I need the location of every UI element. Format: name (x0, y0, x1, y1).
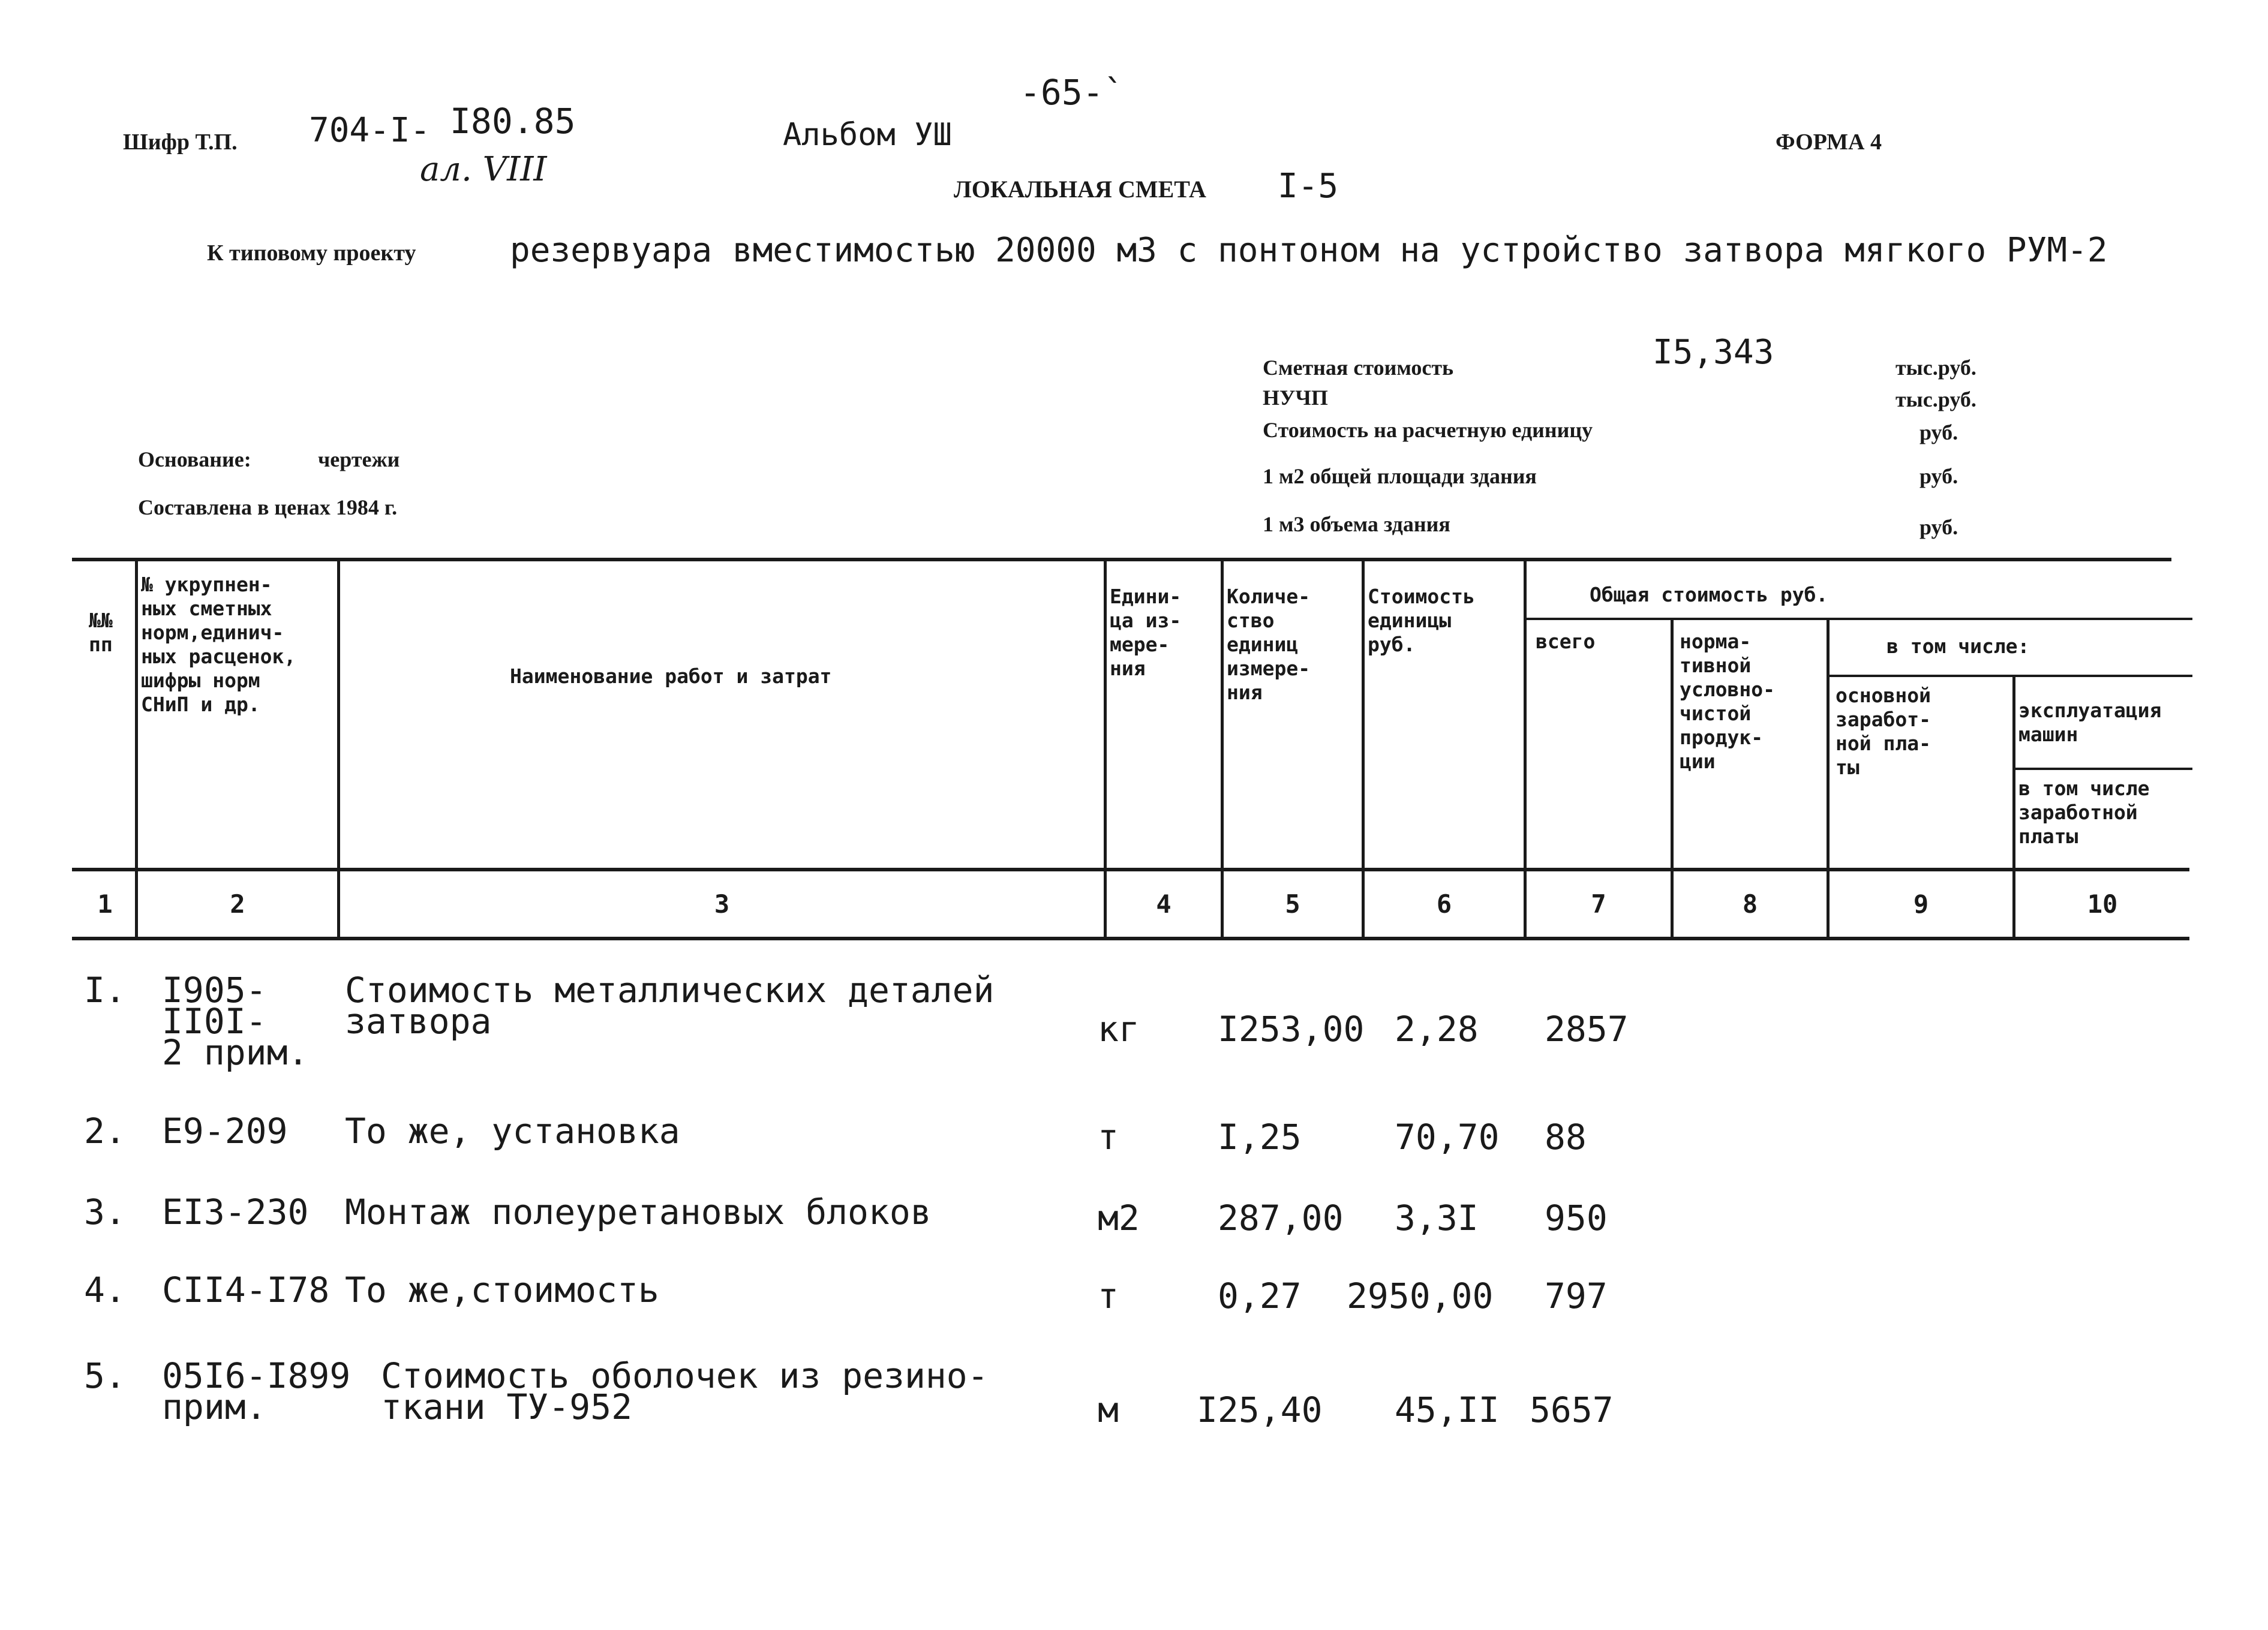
row-code: Е9-209 (162, 1111, 288, 1151)
code-label: Шифр Т.П. (123, 130, 238, 155)
code-value: 704-I- (309, 111, 431, 150)
subject-description: резервуара вместимостью 20000 м3 с понтоном на устройство затвора мягкого РУМ-2 (510, 231, 2108, 270)
handwritten-annotation: ал. VIII (420, 150, 547, 189)
estimated-cost-value: I5,343 (1653, 333, 1774, 372)
column-number-4: 4 (1156, 889, 1171, 919)
row-total: 950 (1545, 1198, 1608, 1238)
row-name: Стоимость металлических деталей затвора (345, 970, 995, 1042)
header-col2: № укрупнен- ных сметных норм,единич- ных расценок, шифры норм СНиП и др. (141, 573, 296, 716)
header-incl-group: в том числе: (1887, 634, 2030, 658)
row-quantity: I,25 (1218, 1117, 1302, 1157)
nuchp-unit: тыс.руб. (1895, 387, 1976, 411)
per-m2-label: 1 м2 общей площади здания (1263, 464, 1537, 488)
estimated-cost-unit: тыс.руб. (1895, 356, 1976, 380)
row-name: Стоимость оболочек из резино- ткани ТУ-952 (381, 1355, 989, 1427)
header-col6: Стоимость единицы руб. (1368, 585, 1475, 656)
header-col4: Едини- ца из- мере- ния (1110, 585, 1182, 680)
per-m3-unit: руб. (1919, 515, 1958, 539)
code-number: I80.85 (450, 101, 576, 142)
row-unit-price: 3,3I (1395, 1198, 1479, 1238)
header-col8: норма- тивной условно- чистой продук- ции (1680, 630, 1775, 773)
row-quantity: 0,27 (1218, 1276, 1302, 1316)
table-top-border (72, 558, 2171, 561)
prices-basis: Составлена в ценах 1984 г. (138, 495, 398, 519)
basis-label: Основание: (138, 447, 251, 471)
column-number-8: 8 (1742, 889, 1758, 919)
column-number-5: 5 (1285, 889, 1300, 919)
header-col10: эксплуатация машин (2018, 699, 2162, 746)
header-col10-sub: в том числе заработной платы (2018, 777, 2150, 848)
row-code: 05I6-I899 прим. (162, 1355, 351, 1427)
document-number: I-5 (1278, 167, 1339, 206)
row-total: 88 (1545, 1117, 1587, 1157)
machines-sub-divider (2015, 768, 2192, 770)
row-total: 5657 (1530, 1390, 1614, 1430)
incl-group-divider (1827, 675, 2192, 677)
row-unit: м (1098, 1390, 1119, 1430)
col-divider-1 (135, 561, 138, 939)
col-divider-4 (1221, 561, 1224, 939)
row-unit: т (1098, 1276, 1119, 1316)
row-unit: м2 (1098, 1198, 1140, 1238)
row-code: I905- II0I- 2 прим. (162, 970, 309, 1073)
column-number-3: 3 (714, 889, 730, 919)
total-group-divider (1527, 618, 2192, 620)
header-col5: Количе- ство единиц измере- ния (1227, 585, 1311, 704)
form-label: ФОРМА 4 (1776, 130, 1882, 155)
row-number: 2. (84, 1111, 126, 1151)
per-m3-label: 1 м3 объема здания (1263, 512, 1450, 536)
header-total-group: Общая стоимость руб. (1590, 583, 1828, 606)
header-col1: №№ пп (89, 609, 113, 656)
subject-prefix: К типовому проекту (207, 240, 416, 266)
document-title: ЛОКАЛЬНАЯ СМЕТА (954, 176, 1206, 203)
row-name: Монтаж полеуретановых блоков (345, 1192, 932, 1232)
unit-cost-label: Стоимость на расчетную единицу (1263, 418, 1593, 442)
nuchp-label: НУЧП (1263, 386, 1328, 410)
col-divider-6 (1524, 561, 1527, 939)
column-number-2: 2 (230, 889, 245, 919)
column-number-10: 10 (2087, 889, 2118, 919)
page-number: -65-` (1020, 72, 1125, 113)
row-code: СII4-I78 (162, 1270, 330, 1310)
row-quantity: 287,00 (1218, 1198, 1344, 1238)
row-unit-price: 45,II (1395, 1390, 1500, 1430)
row-number: 4. (84, 1270, 126, 1310)
col-divider-5 (1362, 561, 1365, 939)
row-quantity: I253,00 (1218, 1009, 1365, 1049)
column-number-7: 7 (1591, 889, 1606, 919)
estimated-cost-label: Сметная стоимость (1263, 356, 1454, 380)
header-col7: всего (1536, 630, 1596, 653)
row-number: I. (84, 970, 126, 1011)
row-unit: кг (1098, 1009, 1140, 1049)
column-number-1: 1 (97, 889, 113, 919)
row-unit-price: 70,70 (1395, 1117, 1500, 1157)
row-code: ЕI3-230 (162, 1192, 309, 1232)
row-unit-price: 2,28 (1395, 1009, 1479, 1049)
column-number-6: 6 (1436, 889, 1452, 919)
row-number: 5. (84, 1355, 126, 1396)
column-number-9: 9 (1913, 889, 1929, 919)
col-divider-2 (337, 561, 340, 939)
header-bottom-border (72, 868, 2189, 871)
header-col9: основной заработ- ной пла- ты (1836, 684, 1931, 779)
basis-value: чертежи (318, 447, 400, 471)
row-unit: т (1098, 1117, 1119, 1157)
row-total: 2857 (1545, 1009, 1629, 1049)
row-name: То же,стоимость (345, 1270, 659, 1310)
row-quantity: I25,40 (1197, 1390, 1323, 1430)
album: Альбом УШ (783, 117, 952, 153)
row-number: 3. (84, 1192, 126, 1232)
per-m2-unit: руб. (1919, 464, 1958, 488)
row-name: То же, установка (345, 1111, 680, 1151)
column-numbers-bottom-border (72, 937, 2189, 940)
unit-cost-unit: руб. (1919, 420, 1958, 444)
header-col3: Наименование работ и затрат (510, 664, 832, 688)
col-divider-3 (1104, 561, 1107, 939)
row-unit-price: 2950,00 (1347, 1276, 1494, 1316)
row-total: 797 (1545, 1276, 1608, 1316)
